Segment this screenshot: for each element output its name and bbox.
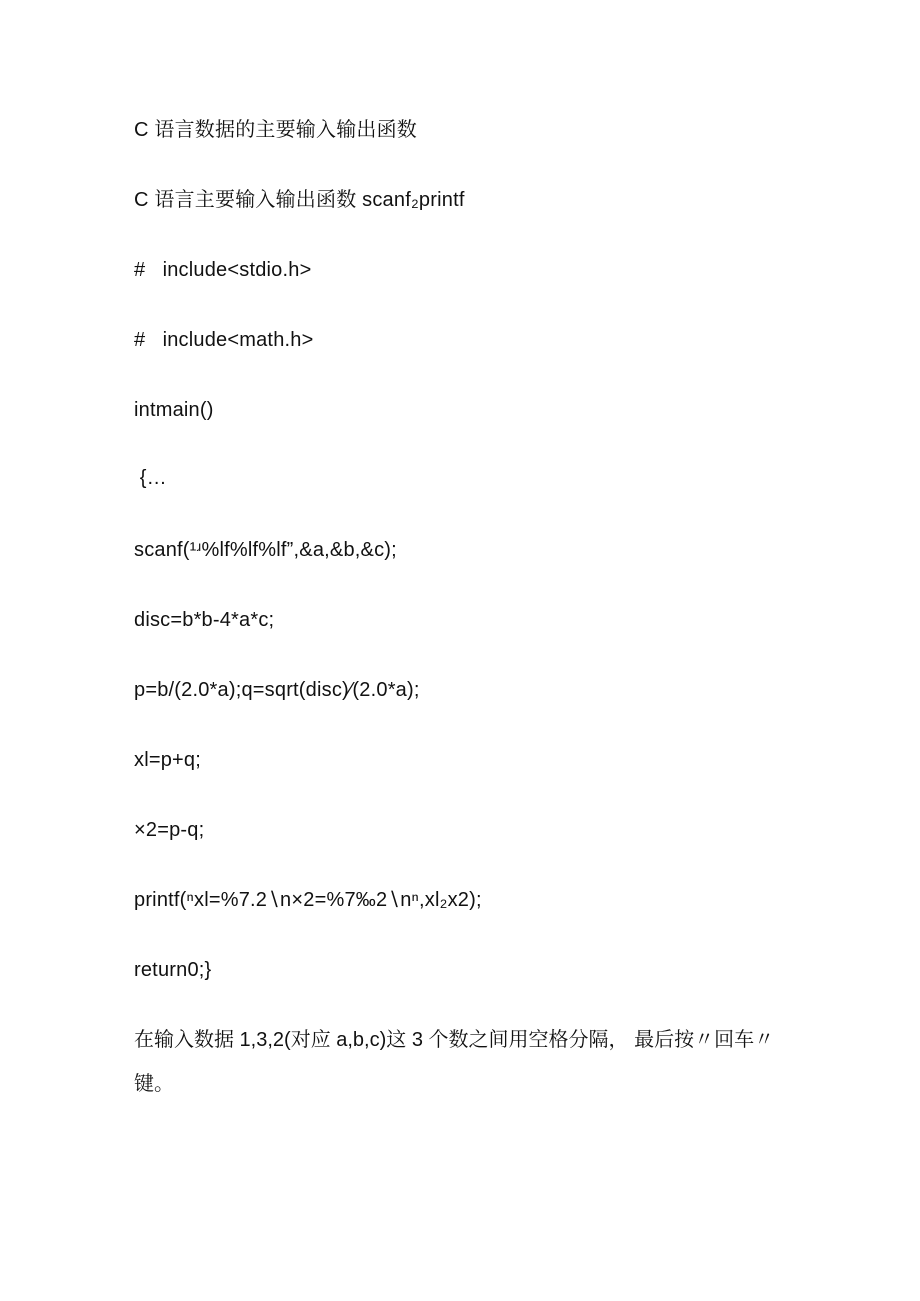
code-line-main: intmain() <box>134 399 214 421</box>
intro-line: C 语言主要输入输出函数 scanf₂printf <box>134 189 465 211</box>
code-line-include-stdio: # include<stdio.h> <box>134 259 312 281</box>
code-line-include-math: # include<math.h> <box>134 329 314 351</box>
code-line-return: return0;} <box>134 959 212 981</box>
code-line-printf: printf(ⁿxl=%7.2∖n×2=%7‰2∖nⁿ,xl₂x2); <box>134 889 482 911</box>
code-line-scanf: scanf(¹ʴ%lf%lf%lf”,&a,&b,&c); <box>134 539 397 561</box>
code-line-brace: {… <box>134 467 167 489</box>
code-line-disc: disc=b*b-4*a*c; <box>134 609 275 631</box>
code-line-x2: ×2=p-q; <box>134 819 205 841</box>
code-line-x1: xl=p+q; <box>134 749 202 771</box>
code-line-pq: p=b/(2.0*a);q=sqrt(disc)⁄(2.0*a); <box>134 679 420 701</box>
heading-line: C 语言数据的主要输入输出函数 <box>134 119 417 141</box>
closing-paragraph: 在输入数据 1,3,2(对应 a,b,c)这 3 个数之间用空格分隔， 最后按〃回车〃键。 <box>134 1029 775 1095</box>
